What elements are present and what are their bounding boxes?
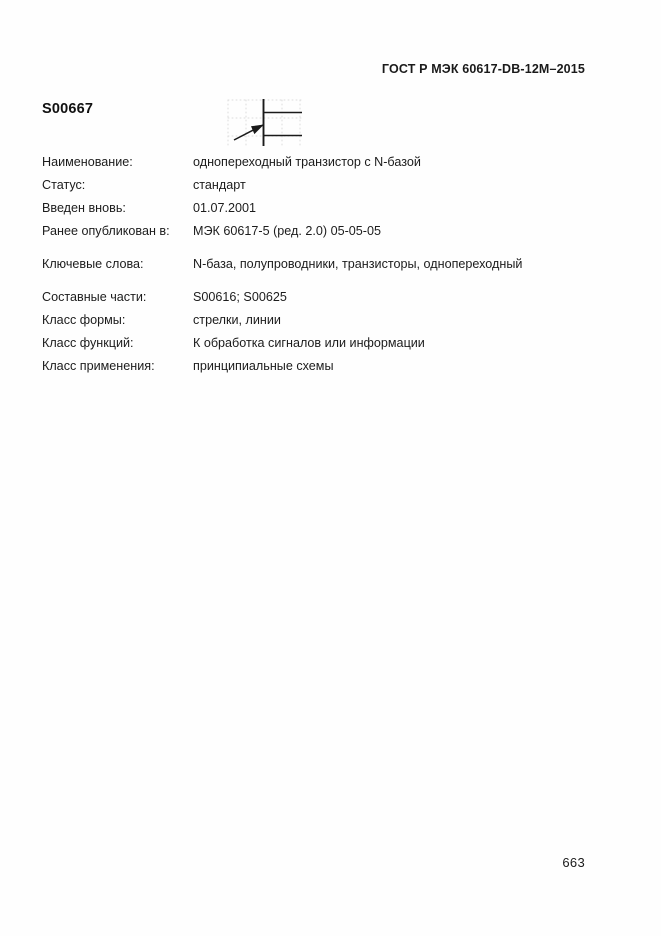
attr-label: Введен вновь: (42, 201, 126, 215)
attr-value: К обработка сигналов или информации (193, 336, 425, 350)
symbol-strokes (234, 99, 302, 146)
table-row (42, 359, 602, 382)
attr-value: однопереходный транзистор с N-базой (193, 155, 421, 169)
attr-label: Ранее опубликован в: (42, 224, 170, 238)
page-number: 663 (562, 855, 585, 870)
attr-label: Составные части: (42, 290, 147, 304)
symbol-attribute-table (42, 155, 602, 382)
attr-label: Класс функций: (42, 336, 134, 350)
attr-value: принципиальные схемы (193, 359, 334, 373)
symbol-grid-dots (228, 100, 302, 146)
attr-value: S00616; S00625 (193, 290, 287, 304)
table-row (42, 224, 602, 247)
document-running-header: ГОСТ Р МЭК 60617-DB-12М–2015 (381, 62, 585, 76)
attr-label: Класс формы: (42, 313, 126, 327)
unijunction-transistor-n-base-symbol (226, 96, 304, 148)
emitter-arrowhead (252, 125, 264, 134)
table-row (42, 257, 602, 280)
attr-value: МЭК 60617-5 (ред. 2.0) 05-05-05 (193, 224, 381, 238)
attr-value: стандарт (193, 178, 246, 192)
table-row (42, 313, 602, 336)
attr-label: Ключевые слова: (42, 257, 144, 271)
attr-value: N-база, полупроводники, транзисторы, однопереходный (193, 257, 523, 271)
table-row (42, 155, 602, 178)
table-row (42, 201, 602, 224)
attr-label: Класс применения: (42, 359, 155, 373)
table-row (42, 290, 602, 313)
attr-value: 01.07.2001 (193, 201, 257, 215)
attr-label: Наименование: (42, 155, 133, 169)
table-row (42, 336, 602, 359)
table-row (42, 178, 602, 201)
symbol-code: S00667 (42, 101, 94, 117)
attr-label: Статус: (42, 178, 86, 192)
attr-value: стрелки, линии (193, 313, 281, 327)
